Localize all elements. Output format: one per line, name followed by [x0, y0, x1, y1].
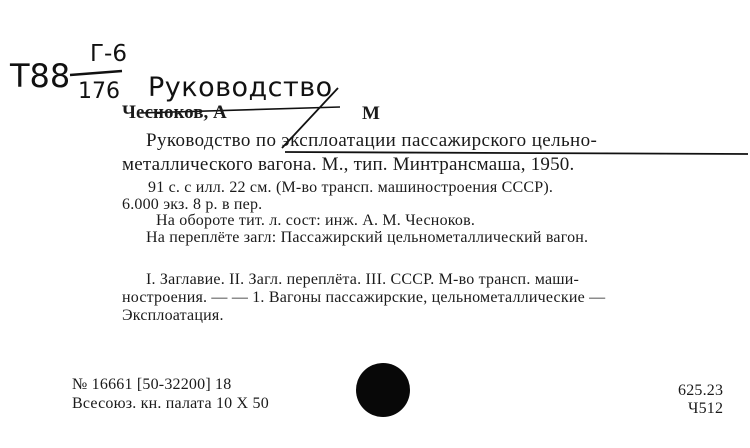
author-initial: М — [362, 103, 380, 124]
author-name: Чесноков, А — [122, 102, 227, 123]
binding-title-note: На переплёте загл: Пассажирский цельнометаллический вагон. — [146, 229, 589, 246]
handwritten-call-top: Г-6 — [90, 41, 127, 67]
book-chamber-note: Всесоюз. кн. палата 10 X 50 — [72, 395, 269, 412]
punch-hole — [356, 363, 410, 417]
tracings-line-3: Эксплоатация. — [122, 307, 224, 324]
collation-line: 91 с. с илл. 22 см. (М-во трансп. машиностроения СССР). — [148, 179, 554, 196]
author-mark: Ч512 — [688, 400, 724, 417]
handwritten-title-word: Руководство — [148, 72, 333, 103]
verso-note: На обороте тит. л. сост: инж. А. М. Чесноков. — [156, 212, 476, 229]
edition-price-line: 6.000 экз. 8 р. в пер. — [122, 196, 263, 213]
title-line-1: Руководство по эксплоатации пассажирского цельно- — [146, 130, 598, 151]
handwritten-call-prefix: Т88 — [10, 57, 71, 95]
classification-number: 625.23 — [678, 382, 724, 399]
handwritten-call-bottom: 176 — [78, 79, 120, 104]
tracings-line-1: I. Заглавие. II. Загл. переплёта. III. СССР. М-во трансп. маши- — [146, 271, 580, 288]
tracings-line-2: ностроения. — — 1. Вагоны пассажирские, цельнометаллические — — [122, 289, 606, 306]
card-number: № 16661 [50-32200] 18 — [72, 376, 232, 393]
title-line-2: металлического вагона. М., тип. Минтрансмаша, 1950. — [122, 154, 575, 175]
